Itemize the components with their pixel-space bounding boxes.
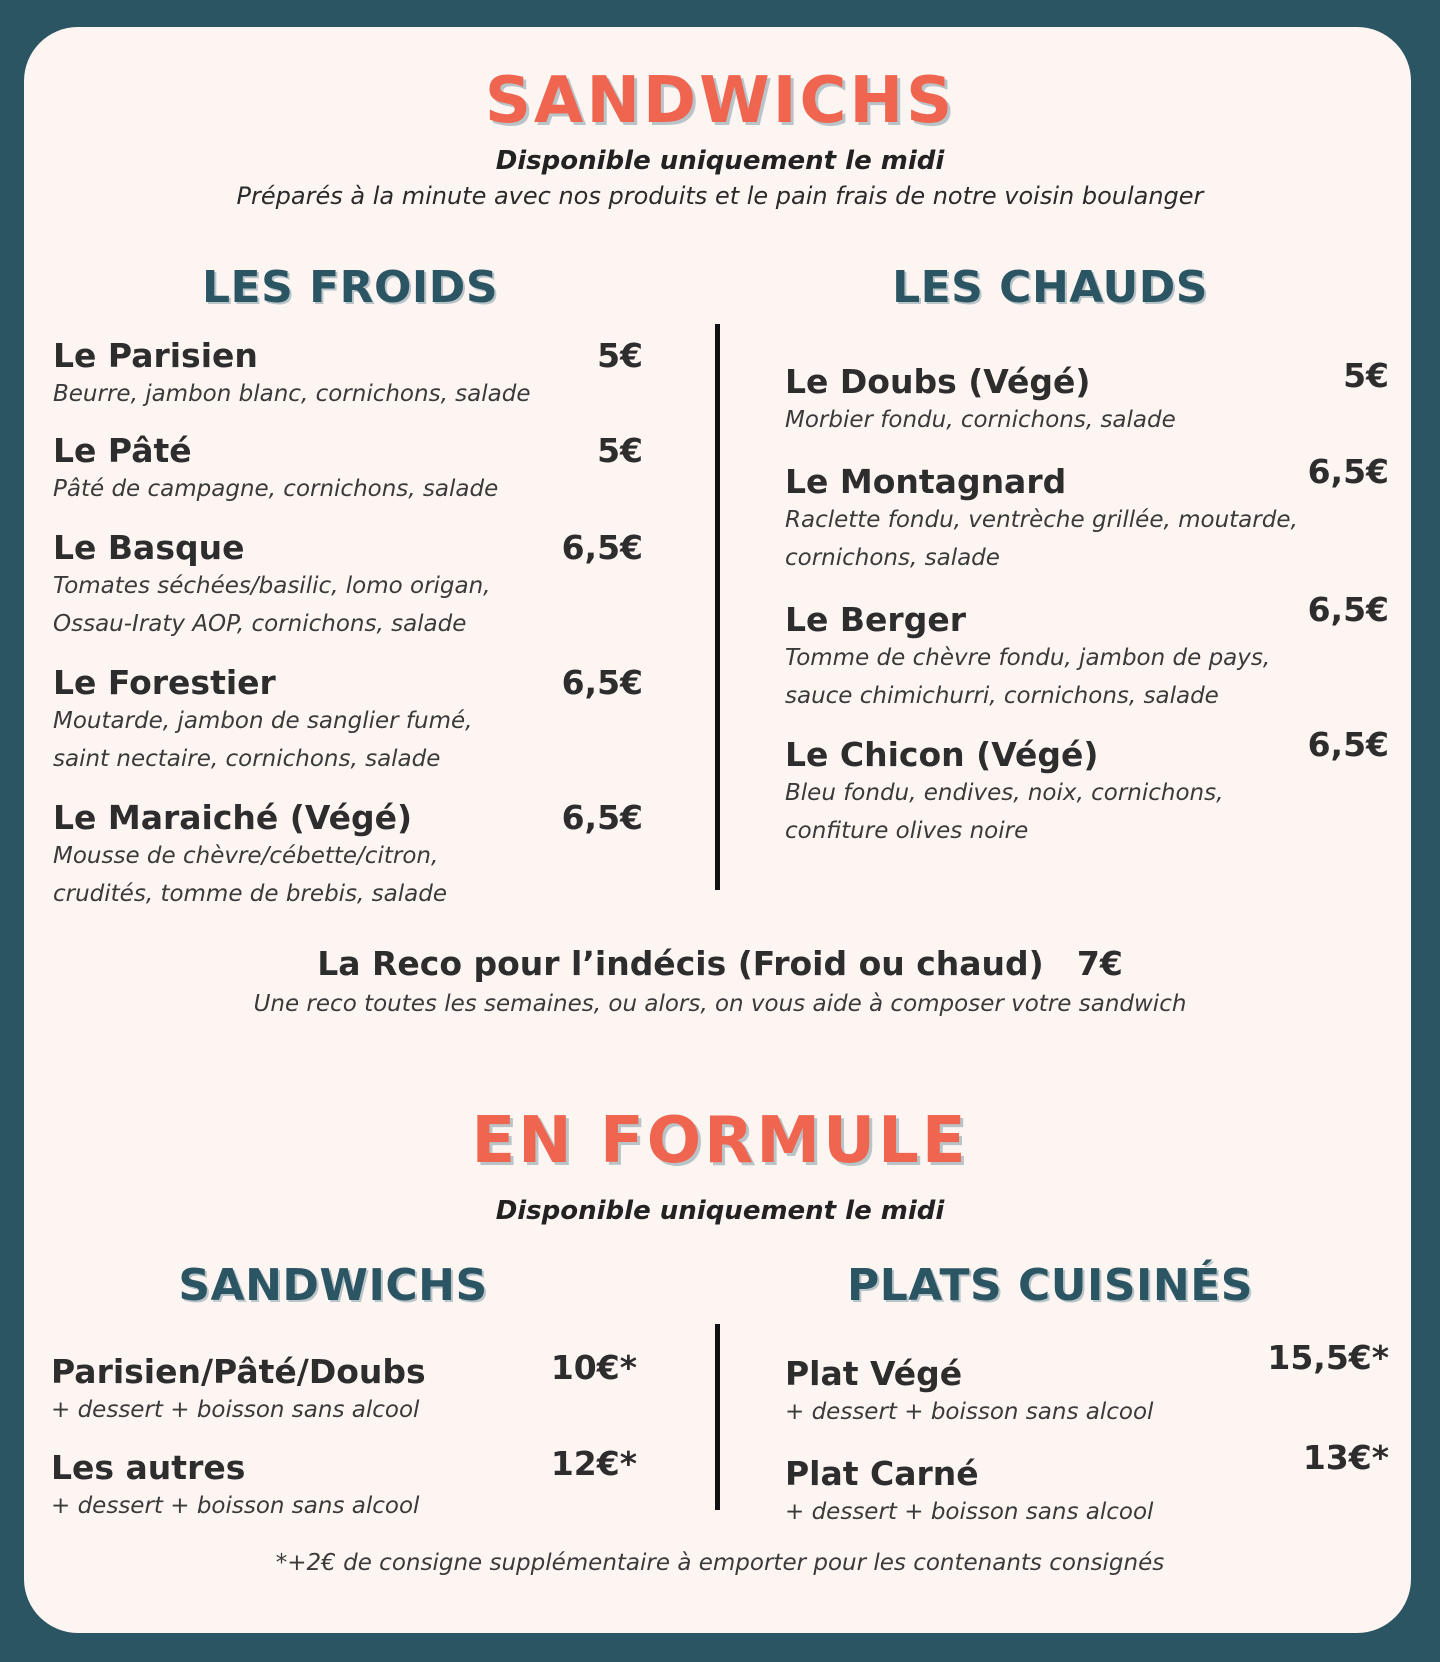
menu-item (785, 452, 1389, 577)
menu-item (785, 725, 1389, 850)
item-desc: Beurre, jambon blanc, cornichons, salade (53, 381, 531, 407)
item-name: Le Forestier (53, 663, 276, 702)
item-desc: Morbier fondu, cornichons, salade (785, 407, 1176, 433)
item-desc: Ossau-Iraty AOP, cornichons, salade (53, 611, 467, 637)
item-price: 5€ (597, 336, 643, 375)
item-name: Le Chicon (Végé) (785, 735, 1099, 774)
menu-item (51, 1348, 637, 1429)
item-desc: + dessert + boisson sans alcool (785, 1399, 1154, 1425)
item-desc: crudités, tomme de brebis, salade (53, 881, 447, 907)
item-desc: Pâté de campagne, cornichons, salade (53, 476, 499, 502)
formule-divider (715, 1324, 720, 1510)
menu-item (53, 798, 643, 913)
footnote: *+2€ de consigne supplémentaire à emporter pour les contenants consignés (275, 1550, 1165, 1576)
item-price: 6,5€ (1307, 452, 1389, 491)
item-desc: Tomme de chèvre fondu, jambon de pays, (785, 645, 1271, 671)
item-desc: Bleu fondu, endives, noix, cornichons, (785, 780, 1224, 806)
item-desc: Mousse de chèvre/cébette/citron, (53, 843, 439, 869)
item-name: Le Pâté (53, 431, 192, 470)
item-desc: sauce chimichurri, cornichons, salade (785, 683, 1219, 709)
sandwichs-title: SANDWICHS (484, 64, 956, 138)
formule-availability: Disponible uniquement le midi (495, 1196, 945, 1226)
menu-item (53, 431, 643, 508)
sandwichs-subtitle: Préparés à la minute avec nos produits et le pain frais de notre voisin boulanger (236, 182, 1204, 210)
formule-sandwichs-title: SANDWICHS (178, 1260, 488, 1311)
item-desc: + dessert + boisson sans alcool (785, 1499, 1154, 1525)
item-price: 6,5€ (1307, 725, 1389, 764)
item-price: 15,5€* (1267, 1338, 1389, 1377)
item-desc: Moutarde, jambon de sanglier fumé, (53, 708, 473, 734)
menu-item (53, 336, 643, 413)
reco-name: La Reco pour l’indécis (Froid ou chaud) (317, 944, 1044, 983)
menu-item (53, 528, 643, 643)
menu-item (785, 1338, 1389, 1431)
item-name: Plat Carné (785, 1454, 979, 1493)
menu-item (53, 663, 643, 778)
froids-title: LES FROIDS (201, 262, 499, 313)
menu-item (51, 1444, 637, 1525)
item-name: Le Parisien (53, 336, 258, 375)
formule-title: EN FORMULE (471, 1104, 969, 1178)
sandwichs-availability: Disponible uniquement le midi (495, 146, 945, 176)
menu-item (785, 1438, 1389, 1531)
item-desc: + dessert + boisson sans alcool (51, 1397, 420, 1423)
reco-row (0, 944, 1440, 983)
item-name: Plat Végé (785, 1354, 963, 1393)
item-desc: saint nectaire, cornichons, salade (53, 746, 441, 772)
item-desc: + dessert + boisson sans alcool (51, 1493, 420, 1519)
item-price: 12€* (550, 1444, 637, 1483)
item-price: 6,5€ (561, 663, 643, 702)
item-name: Le Montagnard (785, 462, 1067, 501)
item-desc: Raclette fondu, ventrèche grillée, moutarde, (785, 507, 1298, 533)
item-desc: confiture olives noire (785, 818, 1029, 844)
item-price: 5€ (597, 431, 643, 470)
menu-item (785, 356, 1389, 439)
chauds-title: LES CHAUDS (892, 262, 1208, 313)
item-name: Le Doubs (Végé) (785, 362, 1091, 401)
item-desc: cornichons, salade (785, 545, 1000, 571)
item-price: 13€* (1302, 1438, 1389, 1477)
item-name: Le Berger (785, 600, 966, 639)
item-name: Les autres (51, 1448, 246, 1487)
item-name: Parisien/Pâté/Doubs (51, 1352, 426, 1391)
column-divider (715, 324, 720, 890)
item-desc: Tomates séchées/basilic, lomo origan, (53, 573, 491, 599)
item-name: Le Basque (53, 528, 245, 567)
item-price: 6,5€ (561, 528, 643, 567)
item-price: 6,5€ (1307, 590, 1389, 629)
reco-price: 7€ (1076, 944, 1123, 983)
item-price: 6,5€ (561, 798, 643, 837)
item-name: Le Maraiché (Végé) (53, 798, 413, 837)
item-price: 5€ (1343, 356, 1389, 395)
reco-desc: Une reco toutes les semaines, ou alors, on vous aide à composer votre sandwich (253, 991, 1187, 1017)
menu-item (785, 590, 1389, 715)
item-price: 10€* (550, 1348, 637, 1387)
formule-plats-title: PLATS CUISINÉS (847, 1260, 1253, 1311)
